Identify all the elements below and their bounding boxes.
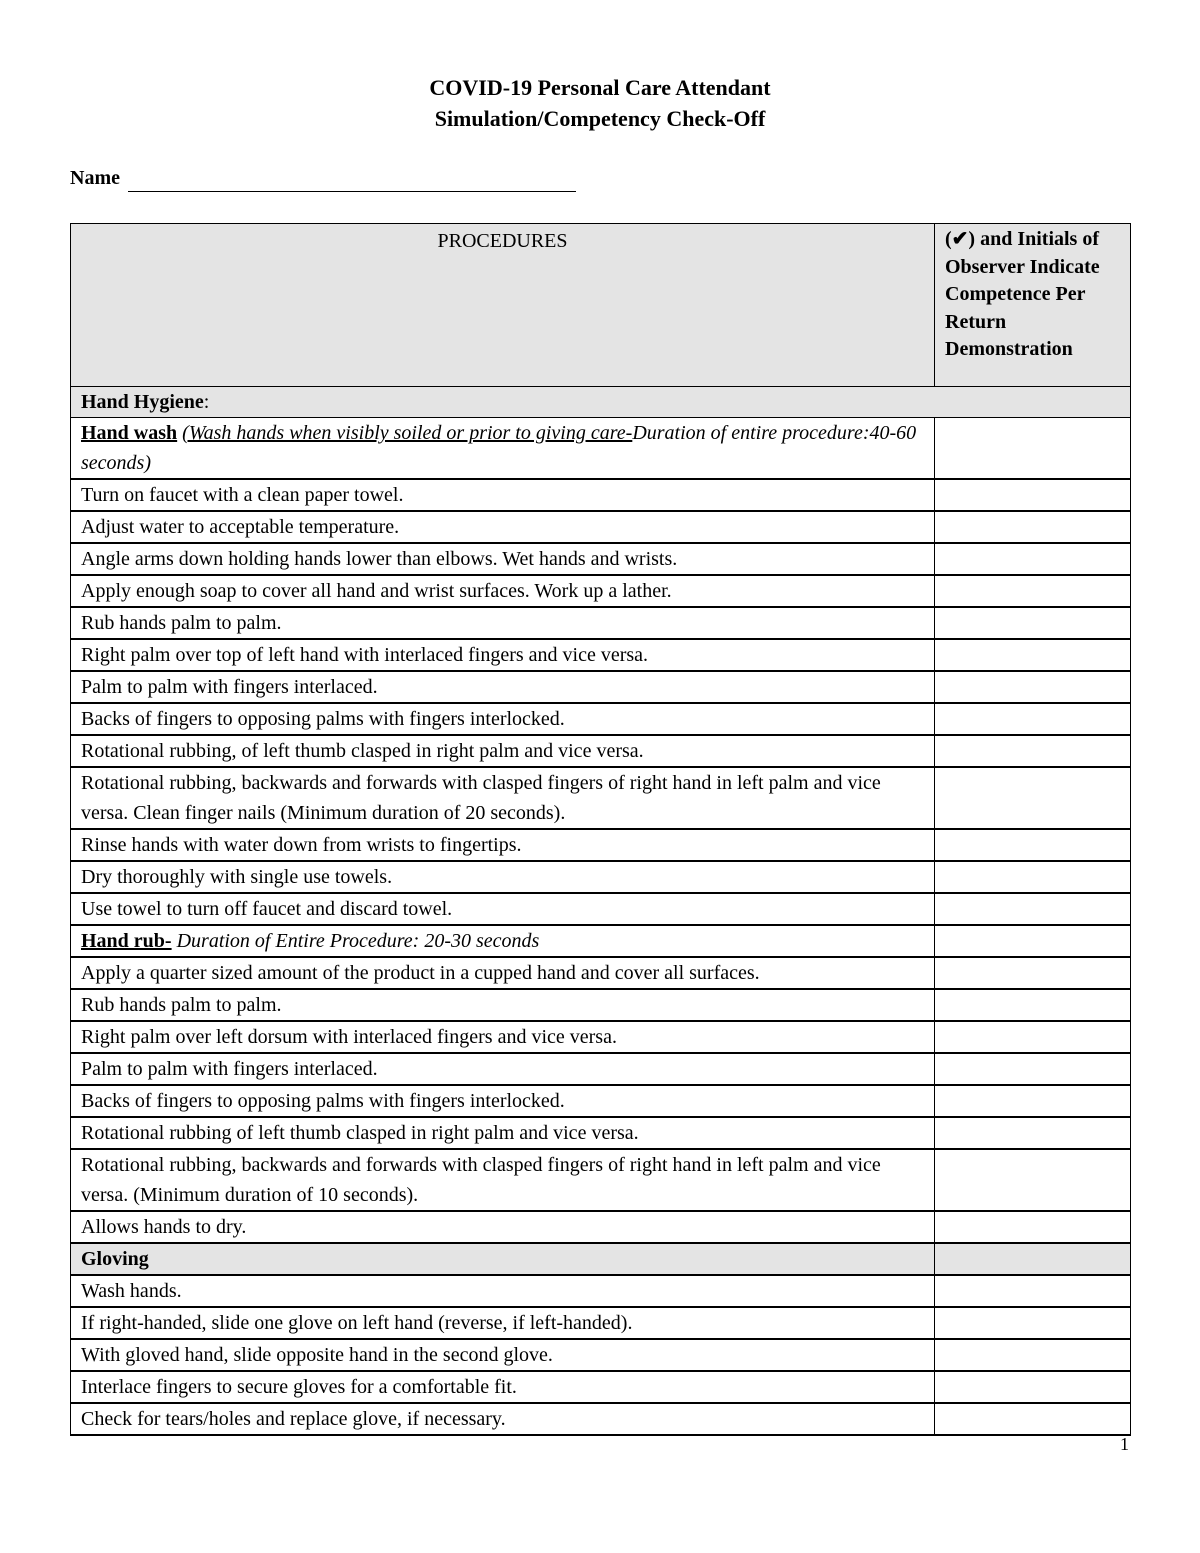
observer-cell[interactable] <box>935 925 1131 957</box>
procedure-row <box>71 1085 1131 1117</box>
procedure-row <box>71 735 1131 767</box>
procedure-row <box>71 671 1131 703</box>
procedure-step: Rinse hands with water down from wrists to fingertips. <box>71 829 935 861</box>
procedure-row <box>71 511 1131 543</box>
procedure-step: Palm to palm with fingers interlaced. <box>71 1053 935 1085</box>
procedure-step: If right-handed, slide one glove on left hand (reverse, if left-handed). <box>71 1307 935 1339</box>
procedure-row <box>71 639 1131 671</box>
observer-cell[interactable] <box>935 671 1131 703</box>
procedure-step: Rub hands palm to palm. <box>71 607 935 639</box>
procedure-step: Check for tears/holes and replace glove, if necessary. <box>71 1403 935 1435</box>
procedure-step: Rub hands palm to palm. <box>71 989 935 1021</box>
observer-cell[interactable] <box>935 893 1131 925</box>
section-label: Hand Hygiene <box>81 391 204 413</box>
procedure-row <box>71 1275 1131 1307</box>
procedure-step: Rotational rubbing of left thumb clasped in right palm and vice versa. <box>71 1117 935 1149</box>
hand-rub-label: Hand rub- <box>81 930 172 952</box>
section-gloving <box>71 1243 1131 1275</box>
procedure-step: Backs of fingers to opposing palms with fingers interlocked. <box>71 1085 935 1117</box>
procedure-row <box>71 957 1131 989</box>
procedure-row <box>71 479 1131 511</box>
observer-cell[interactable] <box>935 861 1131 893</box>
procedure-step: Right palm over left dorsum with interlaced fingers and vice versa. <box>71 1021 935 1053</box>
procedure-step: Apply enough soap to cover all hand and wrist surfaces. Work up a lather. <box>71 575 935 607</box>
procedure-step: Turn on faucet with a clean paper towel. <box>71 479 935 511</box>
name-blank-line[interactable] <box>128 191 576 192</box>
subsection-hand-wash <box>71 418 1131 480</box>
procedure-step: Interlace fingers to secure gloves for a comfortable fit. <box>71 1371 935 1403</box>
procedure-step: Wash hands. <box>71 1275 935 1307</box>
procedure-row <box>71 1149 1131 1211</box>
observer-cell[interactable] <box>935 1211 1131 1243</box>
observer-cell[interactable] <box>935 418 1131 480</box>
observer-cell[interactable] <box>935 1403 1131 1435</box>
observer-cell[interactable] <box>935 1371 1131 1403</box>
observer-cell[interactable] <box>935 1021 1131 1053</box>
observer-cell[interactable] <box>935 1307 1131 1339</box>
observer-cell[interactable] <box>935 989 1131 1021</box>
procedure-step: Dry thoroughly with single use towels. <box>71 861 935 893</box>
procedure-row <box>71 1403 1131 1435</box>
page-number: 1 <box>1120 1434 1129 1454</box>
hand-wash-note-b: Duration of entire procedure:40-60 seconds) <box>81 422 917 474</box>
observer-cell[interactable] <box>935 1275 1131 1307</box>
procedure-row <box>71 1211 1131 1243</box>
procedure-step: Rotational rubbing, backwards and forwards with clasped fingers of right hand in left palm and vice versa. (Minimum duration of 10 seconds). <box>71 1149 935 1211</box>
name-label: Name <box>70 167 120 189</box>
observer-cell[interactable] <box>935 829 1131 861</box>
procedure-row <box>71 607 1131 639</box>
procedure-step: Allows hands to dry. <box>71 1211 935 1243</box>
hand-wash-note-a: (Wash hands when visibly soiled or prior to giving care- <box>182 422 633 444</box>
procedure-row <box>71 893 1131 925</box>
procedure-step: Adjust water to acceptable temperature. <box>71 511 935 543</box>
procedure-step: Rotational rubbing, of left thumb clasped in right palm and vice versa. <box>71 735 935 767</box>
procedure-row <box>71 1021 1131 1053</box>
section-label-suffix: : <box>203 391 210 413</box>
subsection-hand-rub <box>71 925 1131 957</box>
procedure-step: Palm to palm with fingers interlaced. <box>71 671 935 703</box>
procedure-row <box>71 1339 1131 1371</box>
procedure-step: Right palm over top of left hand with interlaced fingers and vice versa. <box>71 639 935 671</box>
observer-cell[interactable] <box>935 1149 1131 1211</box>
observer-cell[interactable] <box>935 543 1131 575</box>
procedure-row <box>71 1117 1131 1149</box>
procedure-row <box>71 575 1131 607</box>
procedure-step: Rotational rubbing, backwards and forwards with clasped fingers of right hand in left palm and vice versa. Clean finger nails (Minimum duration of 20 seconds). <box>71 767 935 829</box>
procedure-step: With gloved hand, slide opposite hand in the second glove. <box>71 1339 935 1371</box>
observer-header: (✔) and Initials of Observer Indicate Competence Per Return Demonstration <box>935 224 1131 387</box>
observer-cell[interactable] <box>935 511 1131 543</box>
observer-cell[interactable] <box>935 479 1131 511</box>
observer-cell[interactable] <box>935 1053 1131 1085</box>
section-label: Gloving <box>81 1248 149 1270</box>
section-hand-hygiene <box>71 387 1131 418</box>
procedure-step: Angle arms down holding hands lower than elbows. Wet hands and wrists. <box>71 543 935 575</box>
hand-rub-note: Duration of Entire Procedure: 20-30 seconds <box>171 930 540 952</box>
observer-cell[interactable] <box>935 639 1131 671</box>
procedure-row <box>71 1371 1131 1403</box>
procedure-row <box>71 543 1131 575</box>
procedure-row <box>71 703 1131 735</box>
procedure-step: Backs of fingers to opposing palms with fingers interlocked. <box>71 703 935 735</box>
procedure-row <box>71 989 1131 1021</box>
procedure-row <box>71 767 1131 829</box>
hand-wash-label: Hand wash <box>81 422 178 444</box>
procedure-step: Apply a quarter sized amount of the product in a cupped hand and cover all surfaces. <box>71 957 935 989</box>
procedures-header: PROCEDURES <box>71 224 935 387</box>
observer-cell[interactable] <box>935 735 1131 767</box>
observer-cell[interactable] <box>935 1339 1131 1371</box>
procedure-row <box>71 861 1131 893</box>
observer-cell[interactable] <box>935 607 1131 639</box>
observer-cell[interactable] <box>935 1117 1131 1149</box>
document-title: COVID-19 Personal Care Attendant <box>429 75 771 100</box>
observer-cell[interactable] <box>935 957 1131 989</box>
procedure-row <box>71 829 1131 861</box>
observer-cell[interactable] <box>935 575 1131 607</box>
procedure-row <box>71 1307 1131 1339</box>
document-subtitle: Simulation/Competency Check-Off <box>434 106 766 131</box>
observer-cell <box>935 1243 1131 1275</box>
checkoff-table <box>70 223 1131 1436</box>
observer-cell[interactable] <box>935 1085 1131 1117</box>
observer-cell[interactable] <box>935 767 1131 829</box>
procedure-row <box>71 1053 1131 1085</box>
procedure-step: Use towel to turn off faucet and discard towel. <box>71 893 935 925</box>
observer-cell[interactable] <box>935 703 1131 735</box>
